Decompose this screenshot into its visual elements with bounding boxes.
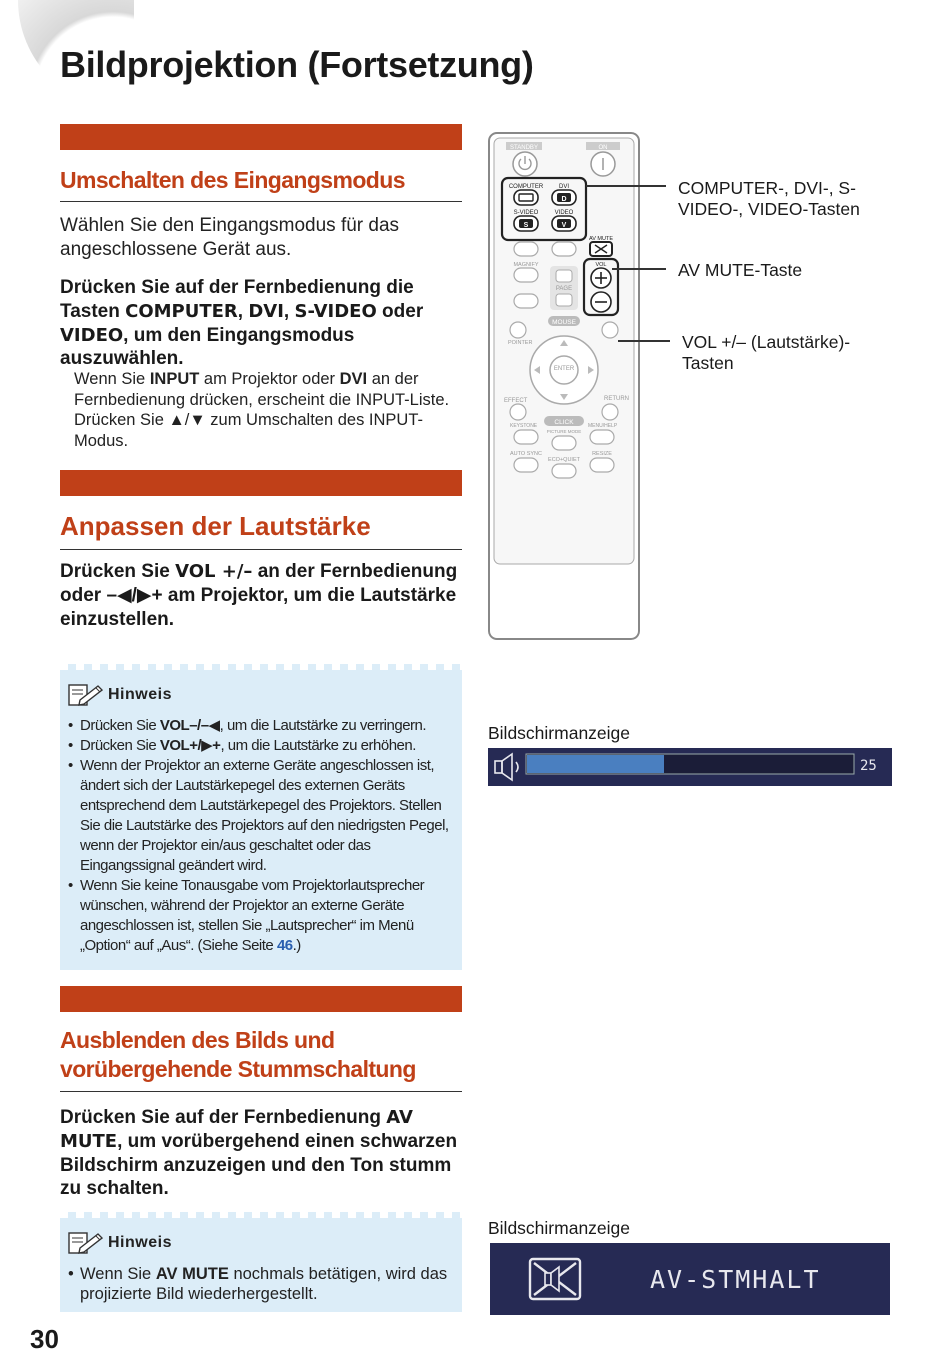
hint-item: • Wenn der Projektor an externe Geräte angeschlossen ist, ändert sich der Lautstärkepegel des externen Geräts entsprechend dem Lautstärkepegel des Projektors. Stellen Sie die Lautstärke des Projektors auf den niedrigsten Pegel, wenn der Projektor ein/aus geschaltet oder das Eingangssignal geändert wird. (68, 756, 454, 876)
video-button-glyph: V (561, 222, 567, 229)
right-click-button[interactable] (602, 322, 618, 338)
section-heading-mute: Ausblenden des Bilds und vorübergehende Stummschaltung (60, 1026, 462, 1092)
picture-mode-label: PICTURE MODE (546, 429, 582, 434)
instruction-note: Wenn Sie INPUT am Projektor oder DVI an der Fernbedienung drücken, erscheint die INPUT-Liste. Drücken Sie ▲/▼ zum Umschalten des INPUT-Modus. (74, 370, 450, 450)
osd-volume-graphic (488, 748, 892, 786)
pointer-label: POINTER (508, 340, 533, 346)
instruction-volume: Drücken Sie VOL +/– an der Fernbedienung oder –◀/▶+ am Projektor, um die Lautstärke einzustellen. (60, 561, 458, 630)
volume-value: 25 (860, 758, 877, 774)
osd-label-mute: Bildschirmanzeige (488, 1218, 631, 1238)
av-mute-icon (528, 1257, 582, 1301)
remote-control (488, 132, 640, 640)
callout-inputs: COMPUTER-, DVI-, S-VIDEO-, VIDEO-Tasten (678, 178, 860, 220)
page-label: PAGE (555, 286, 573, 292)
effect-label: EFFECT (504, 398, 528, 404)
callout-line-vol (618, 340, 670, 342)
computer-label: COMPUTER (508, 184, 544, 190)
volume-fill (527, 755, 664, 773)
section-heading-volume: Anpassen der Lautstärke (60, 510, 462, 550)
hint-title: Hinweis (68, 1230, 172, 1256)
avmute-label: AV MUTE (588, 236, 614, 242)
instruction-input: Drücken Sie auf der Fernbedienung die Tasten COMPUTER, DVI, S-VIDEO oder VIDEO, um den Eingangsmodus auszuwählen. (60, 277, 424, 370)
osd-volume-display (488, 748, 892, 786)
hint-box-edge (60, 1212, 462, 1218)
hint-box-edge (60, 664, 462, 670)
ecoquiet-label: ECO+QUIET (548, 457, 580, 463)
menu-button[interactable] (590, 430, 614, 444)
autosync-label: AUTO SYNC (510, 451, 542, 457)
svideo-button-glyph: S (523, 222, 529, 229)
osd-mute-text: AV-STMHALT (650, 1265, 821, 1294)
menuhelp-label: MENU/HELP (588, 423, 618, 429)
video-label: VIDEO (554, 210, 574, 216)
speaker-icon (495, 754, 518, 780)
osd-label-volume: Bildschirmanzeige (488, 723, 631, 743)
hint-box-volume (60, 664, 462, 970)
section-bar (60, 470, 462, 496)
return-label: RETURN (604, 396, 629, 402)
hint-list (68, 1264, 454, 1304)
magnify-minus-button[interactable] (514, 294, 538, 308)
pencil-note-icon (68, 1230, 104, 1256)
resize-label: RESIZE (592, 451, 612, 457)
hint-item: • Wenn Sie keine Tonausgabe vom Projektorlautsprecher wünschen, während der Projektor an externe Geräte angeschlossen ist, stellen Sie „Lautsprecher“ im Menü „Option“ auf „Aus“. (Siehe Seite 46.) (68, 876, 454, 956)
page-title: Bildprojektion (Fortsetzung) (60, 44, 534, 85)
pencil-note-icon (68, 682, 104, 708)
section-bar (60, 986, 462, 1012)
section-description: Wählen Sie den Eingangsmodus für das angeschlossene Gerät aus. (60, 215, 400, 261)
callout-avmute: AV MUTE-Taste (678, 260, 803, 280)
standby-label: STANDBY (510, 145, 538, 151)
callout-line-avmute (612, 268, 666, 270)
svideo-label: S-VIDEO (513, 210, 539, 216)
black-screen-button[interactable] (552, 242, 576, 256)
hint-list (68, 716, 454, 956)
keystone-button[interactable] (514, 430, 538, 444)
return-button[interactable] (602, 404, 618, 420)
page-down-button[interactable] (556, 294, 572, 306)
on-label: ON (598, 145, 608, 151)
callout-line-inputs (586, 185, 666, 187)
callout-vol: VOL +/– (Lautstärke)-Tasten (682, 332, 851, 374)
page-number: 30 (30, 1324, 59, 1354)
section-heading-input: Umschalten des Eingangsmodus (60, 166, 462, 202)
hint-item: • Drücken Sie VOL–/–◀, um die Lautstärke zu verringern. (68, 716, 454, 736)
hint-title: Hinweis (68, 682, 172, 708)
dvi-button-glyph: D (561, 196, 567, 203)
hint-item: • Drücken Sie VOL+/▶+, um die Lautstärke zu erhöhen. (68, 736, 454, 756)
dvi-label: DVI (558, 184, 570, 190)
vol-label: VOL (595, 262, 607, 268)
click-label: CLICK (554, 419, 574, 426)
effect-button[interactable] (510, 404, 526, 420)
mouse-label: MOUSE (552, 319, 576, 326)
auto-sync-button[interactable] (514, 458, 538, 472)
hint-box-mute (60, 1212, 462, 1312)
instruction-mute: Drücken Sie auf der Fernbedienung AV MUTE, um vorübergehend einen schwarzen Bildschirm anzuzeigen und den Ton stumm zu schalten. (60, 1107, 458, 1200)
picture-mode-button[interactable] (552, 436, 576, 450)
freeze-button[interactable] (514, 242, 538, 256)
pointer-button[interactable] (510, 322, 526, 338)
magnify-label: MAGNIFY (513, 262, 539, 268)
page-up-button[interactable] (556, 270, 572, 282)
computer-button[interactable] (514, 190, 538, 205)
enter-label: ENTER (553, 366, 575, 372)
hint-item: • Wenn Sie AV MUTE nochmals betätigen, wird das projizierte Bild wiederhergestellt. (68, 1264, 454, 1304)
magnify-plus-button[interactable] (514, 268, 538, 282)
resize-button[interactable] (590, 458, 614, 472)
osd-mute-display (490, 1243, 890, 1315)
keystone-label: KEYSTONE (510, 423, 538, 429)
page-link[interactable]: 46 (276, 937, 293, 954)
section-bar (60, 124, 462, 150)
eco-quiet-button[interactable] (552, 464, 576, 478)
